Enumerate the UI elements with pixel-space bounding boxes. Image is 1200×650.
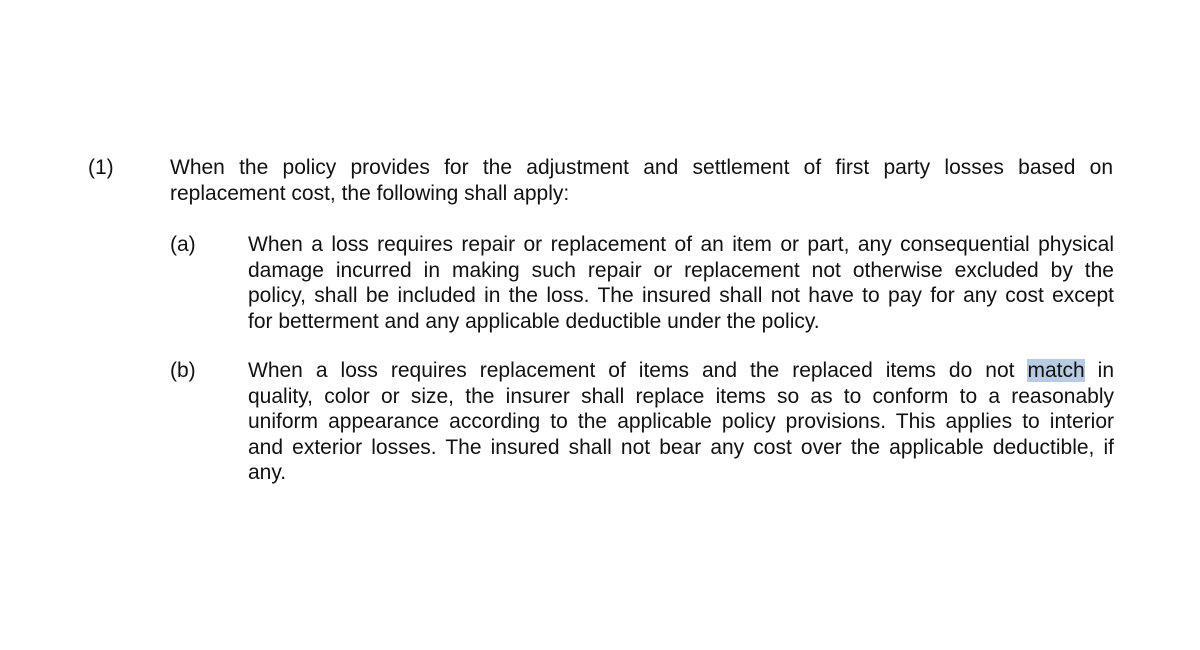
item-b-line-end: in <box>1084 359 1114 382</box>
item-1-line: replacement cost, the following shall apply: <box>170 181 570 205</box>
item-a-line: When a loss requires repair or replacement of an item or part, any consequential physical <box>248 233 1114 256</box>
item-b-line: uniform appearance according to the applicable policy provisions. This applies to interior <box>248 410 1114 433</box>
item-1-paragraph <box>170 155 1113 206</box>
item-a-line: policy, shall be included in the loss. The insured shall not have to pay for any cost except <box>248 284 1114 307</box>
item-1-number: (1) <box>88 156 114 179</box>
item-a-number: (a) <box>170 233 196 256</box>
item-a-paragraph <box>248 232 1114 334</box>
item-1-line: When the policy provides for the adjustment and settlement of first party losses based on <box>170 156 1113 179</box>
item-b-line: quality, color or size, the insurer shall replace items so as to conform to a reasonably <box>248 384 1114 408</box>
item-a-line: for betterment and any applicable deductible under the policy. <box>248 309 820 333</box>
item-b-paragraph <box>248 358 1114 486</box>
item-b-number: (b) <box>170 359 196 382</box>
item-b-line-start: When a loss requires replacement of items and the replaced items do not <box>248 359 1028 382</box>
highlighted-word[interactable]: match <box>1027 359 1085 382</box>
item-a-line: damage incurred in making such repair or replacement not otherwise excluded by the <box>248 258 1114 282</box>
item-b-line: any. <box>248 461 287 484</box>
item-b-line <box>248 358 1114 384</box>
item-b-line: and exterior losses. The insured shall not bear any cost over the applicable deductible, if <box>248 435 1114 459</box>
